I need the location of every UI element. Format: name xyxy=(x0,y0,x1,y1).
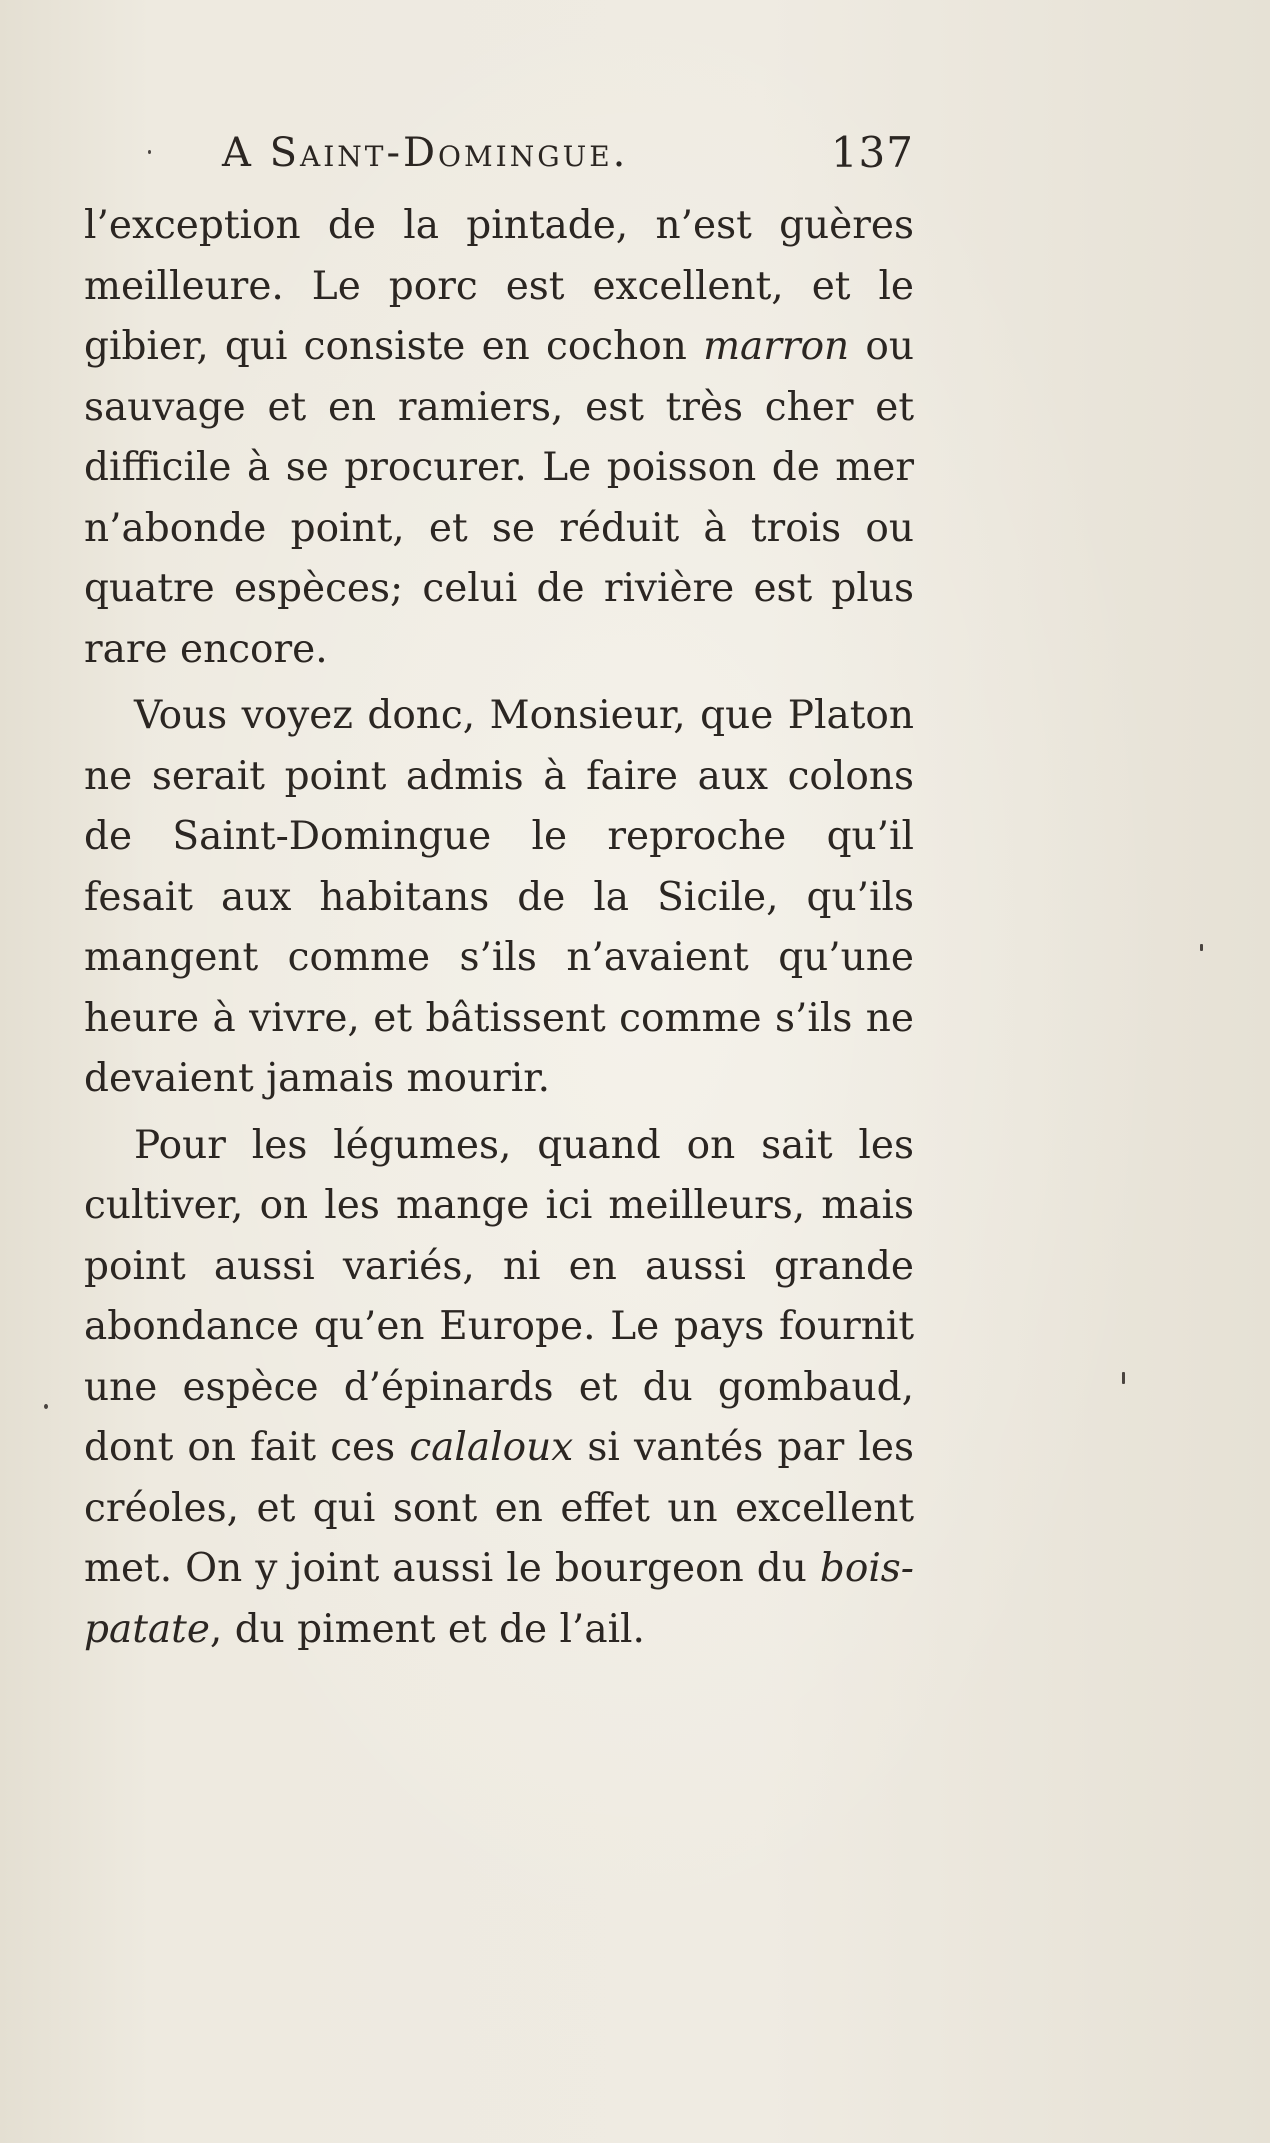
running-head xyxy=(86,122,914,188)
paragraph-3-text-cont: si vantés par les créoles, et qui sont en effet un excellent met. On y joint aussi le bourgeon du xyxy=(84,1425,914,1591)
paragraph-3-text: Pour les légumes, quand on sait les cultiver, on les mange ici meilleurs, mais point aussi variés, ni en aussi grande abondance qu’en Europe. Le pays fournit une espèce d’épinards et du gombaud, dont on fait ces xyxy=(84,1122,914,1470)
paragraph-1-text: l’exception de la pintade, n’est guères meilleure. Le porc est excellent, et le gibier, qui consiste en cochon xyxy=(84,203,914,369)
text-block xyxy=(84,122,914,1660)
italic-word-calaloux: calaloux xyxy=(409,1425,574,1470)
running-head-title: A Saint-Domingue. xyxy=(222,130,629,176)
paragraph-1 xyxy=(84,196,914,680)
italic-word-bois-patate: bois-patate xyxy=(84,1546,914,1652)
ink-speck xyxy=(1122,1372,1125,1384)
paragraph-3-text-end: , du piment et de l’ail. xyxy=(209,1606,645,1652)
page-number: 137 xyxy=(830,128,914,177)
ink-speck xyxy=(1200,944,1203,951)
paragraph-3 xyxy=(84,1116,914,1661)
paragraph-2 xyxy=(84,686,914,1110)
ink-speck xyxy=(148,150,151,154)
paragraph-2-text: Vous voyez donc, Monsieur, que Platon ne serait point admis à faire aux colons de Saint-Domingue le reproche qu’il fesait aux habitans de la Sicile, qu’ils mangent comme s’ils n’avaient qu’une heure à vivre, et bâtissent comme s’ils ne devaient jamais mourir. xyxy=(84,693,914,1101)
paragraph-1-text-cont: ou sauvage et en ramiers, est très cher et difficile à se procurer. Le poisson de mer n’abonde point, et se réduit à trois ou quatre espèces; celui de rivière est plus rare encore. xyxy=(84,324,914,672)
italic-word-marron: marron xyxy=(703,324,850,369)
ink-speck xyxy=(44,1404,48,1409)
